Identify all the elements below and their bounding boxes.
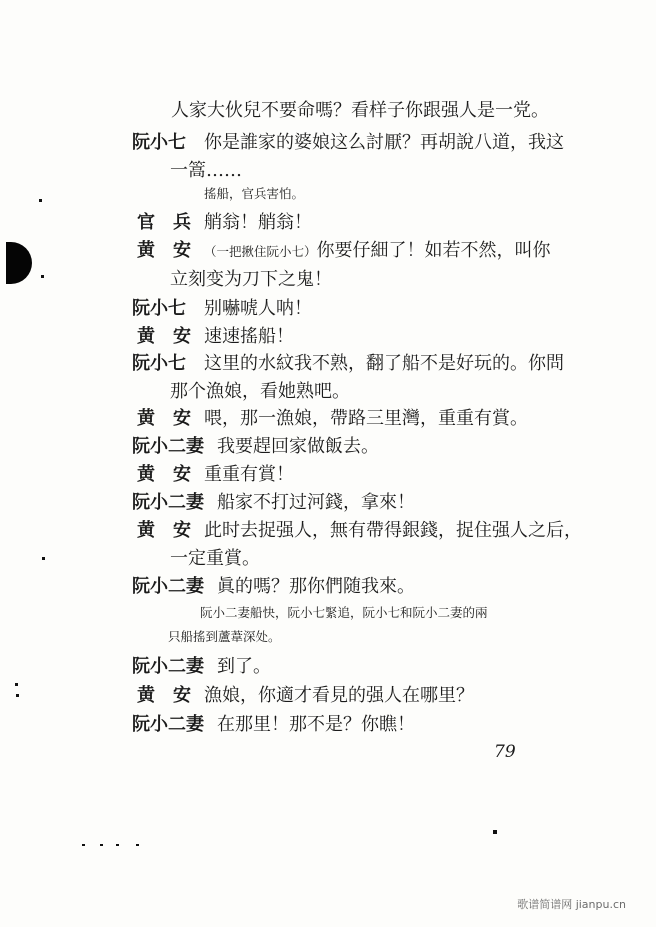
page-number: 79	[494, 742, 516, 762]
scan-speck	[493, 830, 497, 834]
line-text: 喂，那一漁娘，帶路三里灣，重重有賞。	[204, 408, 528, 429]
line-text: 一定重賞。	[170, 548, 260, 569]
dialogue-line	[137, 325, 294, 349]
speaker-name: 阮小二妻	[132, 576, 204, 597]
line-text: 那个漁娘，看她熟吧。	[170, 381, 350, 402]
speaker-name: 阮小二妻	[132, 492, 204, 513]
line-text: 在那里！那不是？你瞧！	[217, 714, 415, 735]
site-watermark: 歌谱简谱网 jianpu.cn	[517, 898, 626, 911]
line-text: 立刻变为刀下之鬼！	[170, 269, 332, 290]
line-text: 漁娘，你適才看見的强人在哪里？	[204, 685, 474, 706]
line-text: 眞的嗎？那你們随我來。	[217, 576, 415, 597]
dialogue-line	[137, 684, 474, 708]
dialogue-line	[132, 713, 415, 737]
scan-speck	[136, 844, 139, 846]
scan-speck	[100, 844, 103, 846]
speaker-name: 阮小七	[132, 132, 186, 153]
dialogue-line	[132, 352, 564, 376]
dialogue-line	[137, 239, 551, 264]
dialogue-continuation	[171, 99, 549, 123]
speaker-name: 官 兵	[137, 212, 191, 233]
scan-blot	[6, 242, 32, 284]
speaker-name: 黄 安	[137, 685, 191, 706]
stage-direction	[168, 629, 281, 645]
scan-speck	[116, 844, 119, 846]
dialogue-line	[132, 297, 312, 321]
stage-direction	[204, 186, 304, 202]
dialogue-continuation	[170, 268, 332, 292]
line-text: 船家不打过河錢，拿來！	[217, 492, 415, 513]
dialogue-line	[137, 211, 312, 235]
speaker-name: 黄 安	[137, 240, 191, 261]
line-text: 人家大伙兒不要命嗎？看样子你跟强人是一党。	[171, 100, 549, 121]
speaker-name: 阮小二妻	[132, 436, 204, 457]
line-text: 重重有賞！	[204, 464, 294, 485]
dialogue-line	[137, 407, 528, 431]
scan-speck	[15, 683, 18, 686]
speaker-name: 黄 安	[137, 464, 191, 485]
dialogue-line	[132, 655, 271, 679]
speaker-name: 黄 安	[137, 408, 191, 429]
speaker-name: 阮小七	[132, 298, 186, 319]
stage-direction	[200, 605, 488, 621]
scan-speck	[39, 199, 42, 202]
line-text: 别嚇唬人呐！	[204, 298, 312, 319]
scan-speck	[42, 557, 45, 560]
stage-direction-text: 搖船，官兵害怕。	[204, 186, 305, 201]
scan-speck	[16, 694, 19, 697]
dialogue-line	[137, 519, 582, 543]
line-text: 速速搖船！	[204, 326, 294, 347]
line-text: 我要趕回家做飯去。	[217, 436, 379, 457]
speaker-name: 黄 安	[137, 326, 191, 347]
dialogue-line	[132, 491, 415, 515]
line-text: 这里的水紋我不熟，翻了船不是好玩的。你問	[204, 353, 564, 374]
dialogue-continuation	[170, 547, 260, 571]
line-text: 此时去捉强人，無有帶得銀錢，捉住强人之后，	[204, 520, 582, 541]
dialogue-line	[132, 435, 379, 459]
dialogue-line	[132, 575, 415, 599]
line-text: 你是誰家的婆娘这么討厭？再胡說八道，我这	[204, 132, 564, 153]
dialogue-continuation	[170, 159, 242, 183]
inline-stage-direction: （一把揪住阮小七）	[204, 244, 317, 259]
line-text: 到了。	[217, 656, 271, 677]
stage-direction-text: 只船搖到蘆葦深处。	[168, 629, 281, 644]
dialogue-line	[137, 463, 294, 487]
line-text: 你要仔細了！如若不然，叫你	[316, 240, 551, 261]
speaker-name: 阮小二妻	[132, 714, 204, 735]
speaker-name: 阮小七	[132, 353, 186, 374]
speaker-name: 阮小二妻	[132, 656, 204, 677]
scan-speck	[82, 844, 85, 846]
scan-speck	[41, 275, 44, 278]
dialogue-line	[132, 131, 564, 155]
line-text: 艄翁！艄翁！	[204, 212, 312, 233]
line-text: 一篙……	[170, 160, 242, 181]
stage-direction-text: 阮小二妻船快，阮小七緊追，阮小七和阮小二妻的兩	[200, 605, 488, 620]
speaker-name: 黄 安	[137, 520, 191, 541]
dialogue-continuation	[170, 380, 350, 404]
